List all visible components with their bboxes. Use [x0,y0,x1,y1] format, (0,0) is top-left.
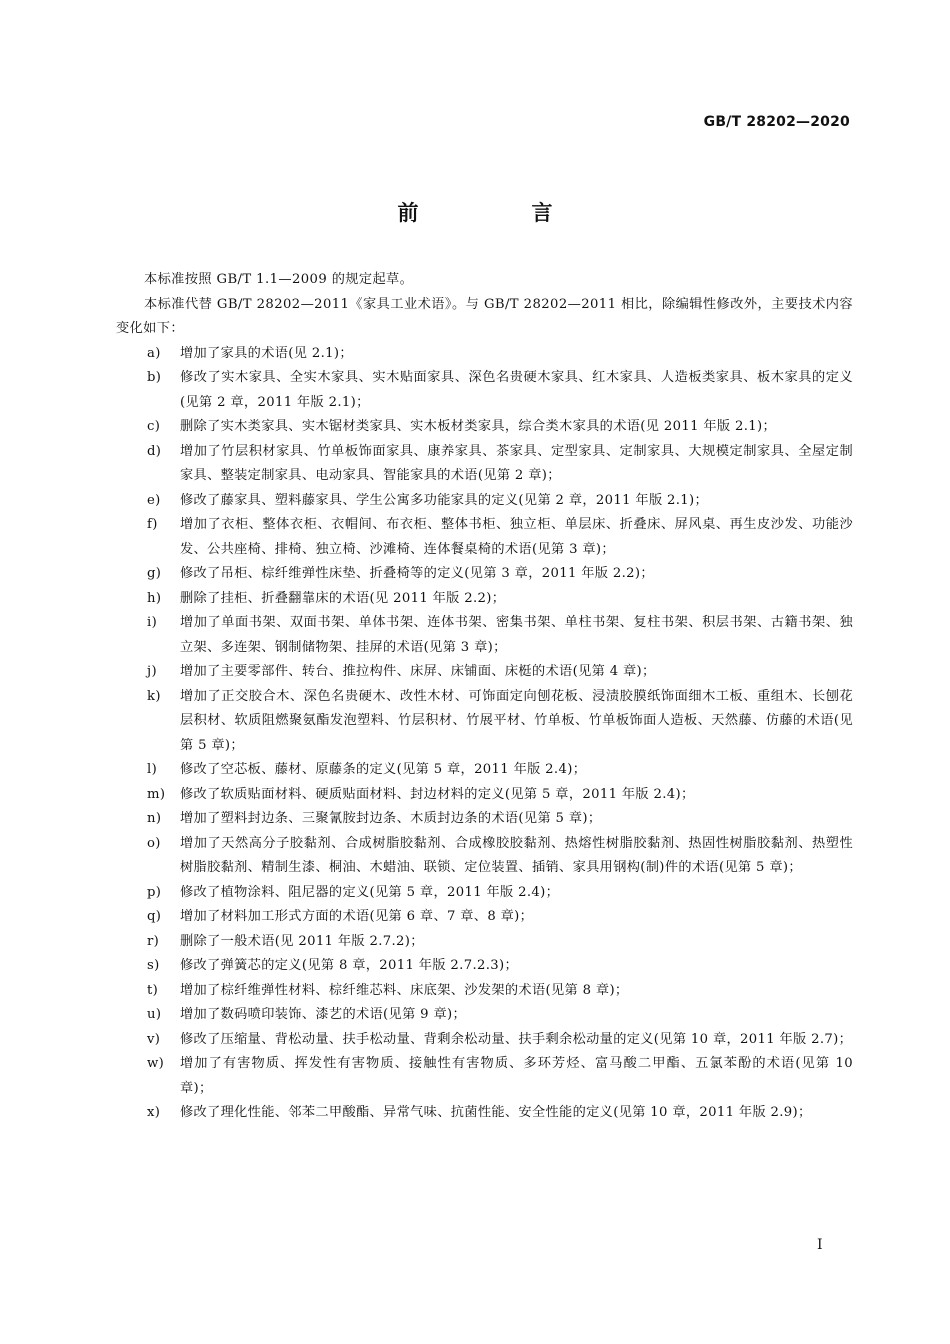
list-item-text: 增加了天然高分子胶黏剂、合成树脂胶黏剂、合成橡胶胶黏剂、热熔性树脂胶黏剂、热固性树脂胶黏剂、热塑性树脂胶黏剂、精制生漆、桐油、木蜡油、联锁、定位装置、插销、家具用钢构(制)件的术语(见第 5 章)； [180,835,853,875]
list-item [116,1101,853,1126]
list-item-mark: e) [147,492,161,508]
list-item-text: 增加了竹层积材家具、竹单板饰面家具、康养家具、茶家具、定型家具、定制家具、大规模定制家具、全屋定制家具、整装定制家具、电动家具、智能家具的术语(见第 2 章)； [180,443,853,483]
list-item-mark: q) [147,909,162,924]
change-list [116,342,853,1126]
list-item-mark: j) [147,664,157,679]
list-item-text: 增加了正交胶合木、深色名贵硬木、改性木材、可饰面定向刨花板、浸渍胶膜纸饰面细木工板、重组木、长刨花层积材、软质阻燃聚氨酯发泡塑料、竹层积材、竹展平材、竹单板、竹单板饰面人造板、天然藤、仿藤的术语(见第 5 章)； [180,688,853,753]
list-item-text: 修改了实木家具、全实木家具、实木贴面家具、深色名贵硬木家具、红木家具、人造板类家具、板木家具的定义(见第 2 章，2011 年版 2.1)； [180,370,853,410]
list-item [116,562,853,587]
list-item [116,366,853,415]
list-item-text: 修改了空芯板、藤材、原藤条的定义(见第 5 章，2011 年版 2.4)； [180,762,587,777]
list-item [116,660,853,685]
list-item-mark: w) [147,1056,165,1071]
list-item-text: 修改了压缩量、背松动量、扶手松动量、背剩余松动量、扶手剩余松动量的定义(见第 10 章，2011 年版 2.7)； [180,1031,853,1047]
list-item [116,758,853,783]
list-item [116,1003,853,1028]
list-item-mark: c) [147,419,161,434]
list-item-mark: s) [147,958,160,973]
list-item [116,1052,853,1101]
list-item-mark: u) [147,1007,162,1022]
list-item-mark: l) [147,762,158,777]
list-item [116,440,853,489]
list-item-text: 修改了软质贴面材料、硬质贴面材料、封边材料的定义(见第 5 章，2011 年版 2.4)； [180,786,695,802]
list-item [116,587,853,612]
list-item-mark: i) [147,615,158,630]
list-item-text: 增加了家具的术语(见 2.1)； [180,345,353,361]
list-item [116,954,853,979]
list-item-mark: x) [147,1105,161,1120]
list-item-mark: d) [147,443,162,459]
list-item-mark: o) [147,835,161,851]
list-item [116,342,853,367]
list-item-text: 删除了挂柜、折叠翻靠床的术语(见 2011 年版 2.2)； [180,590,506,606]
list-item-text: 增加了有害物质、挥发性有害物质、接触性有害物质、多环芳烃、富马酸二甲酯、五氯苯酚的术语(见第 10 章)； [180,1056,853,1096]
list-item-mark: t) [147,982,159,998]
list-item [116,832,853,881]
list-item-text: 增加了数码喷印装饰、漆艺的术语(见第 9 章)； [180,1007,467,1022]
list-item-text: 增加了衣柜、整体衣柜、衣帽间、布衣柜、整体书柜、独立柜、单层床、折叠床、屏风桌、再生皮沙发、功能沙发、公共座椅、排椅、独立椅、沙滩椅、连体餐桌椅的术语(见第 3 章)； [180,517,853,557]
foreword-body [116,268,853,1126]
list-item [116,783,853,808]
list-item [116,930,853,955]
list-item [116,979,853,1004]
list-item-text: 删除了一般术语(见 2011 年版 2.7.2)； [180,933,424,949]
standard-code: GB/T 28202—2020 [703,114,850,130]
paragraph-drafting-rule: 本标准按照 GB/T 1.1—2009 的规定起草。 [144,272,414,287]
list-item [116,807,853,832]
list-item-text: 修改了藤家具、塑料藤家具、学生公寓多功能家具的定义(见第 2 章，2011 年版 2.1)； [180,492,709,508]
list-item-mark: p) [147,884,162,900]
list-item [116,415,853,440]
list-item-mark: b) [147,370,162,385]
list-item [116,881,853,906]
list-item [116,611,853,660]
list-item-mark: a) [147,345,161,361]
list-item-mark: h) [147,590,162,606]
list-item-mark: r) [147,933,160,949]
list-item-mark: k) [147,688,161,704]
list-item-text: 修改了理化性能、邻苯二甲酸酯、异常气味、抗菌性能、安全性能的定义(见第 10 章，2011 年版 2.9)； [180,1105,812,1120]
list-item-mark: f) [147,517,158,532]
page-number: I [817,1237,823,1253]
list-item [116,1028,853,1053]
list-item-text: 增加了主要零部件、转台、推拉构件、床屏、床铺面、床梃的术语(见第 4 章)； [180,664,656,679]
list-item-mark: m) [147,786,166,802]
list-item-text: 增加了棕纤维弹性材料、棕纤维芯料、床底架、沙发架的术语(见第 8 章)； [180,982,629,998]
list-item-text: 增加了塑料封边条、三聚氰胺封边条、木质封边条的术语(见第 5 章)； [180,811,602,826]
list-item-mark: g) [147,566,162,581]
list-item [116,905,853,930]
list-item [116,489,853,514]
paragraph-replacement: 本标准代替 GB/T 28202—2011《家具工业术语》。与 GB/T 28202—2011 相比，除编辑性修改外，主要技术内容变化如下： [116,296,853,336]
list-item-mark: v) [147,1031,161,1047]
list-item-text: 删除了实木类家具、实木锯材类家具、实木板材类家具，综合类木家具的术语(见 2011 年版 2.1)； [180,419,777,434]
list-item [116,685,853,759]
list-item-text: 修改了吊柜、棕纤维弹性床垫、折叠椅等的定义(见第 3 章，2011 年版 2.2)； [180,566,654,581]
list-item-text: 增加了单面书架、双面书架、单体书架、连体书架、密集书架、单柱书架、复柱书架、积层书架、古籍书架、独立架、多连架、钢制储物架、挂屏的术语(见第 3 章)； [180,615,853,655]
page-title: 前 言 [397,201,599,225]
list-item-text: 修改了植物涂料、阻尼器的定义(见第 5 章，2011 年版 2.4)； [180,884,560,900]
list-item-mark: n) [147,811,162,826]
list-item [116,513,853,562]
list-item-text: 增加了材料加工形式方面的术语(见第 6 章、7 章、8 章)； [180,909,534,924]
list-item-text: 修改了弹簧芯的定义(见第 8 章，2011 年版 2.7.2.3)； [180,958,519,973]
